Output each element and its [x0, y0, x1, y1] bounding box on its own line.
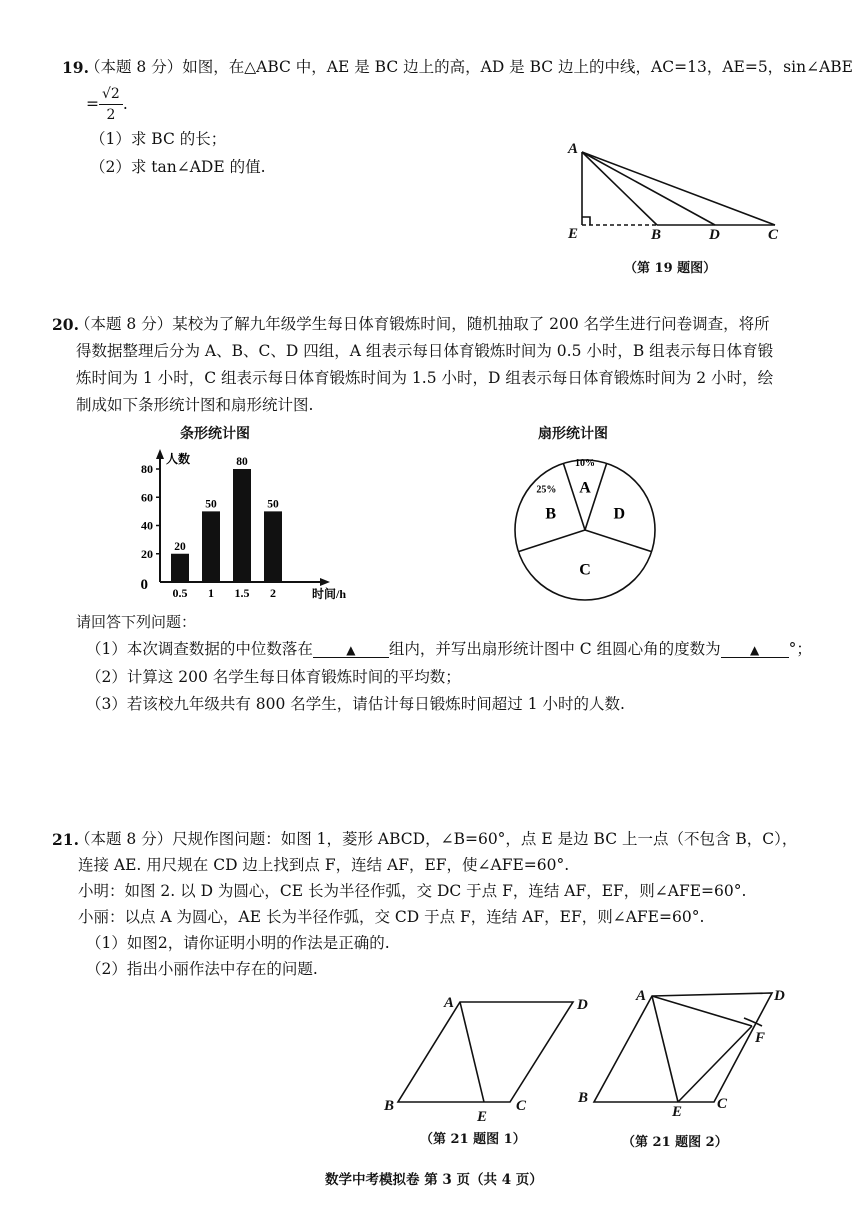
q20-stem-line3: 炼时间为 1 小时，C 组表示每日体育锻炼时间为 1.5 小时，D 组表示每日体育锻炼时间为 2 小时，绘	[76, 369, 774, 387]
pie-slice-edge	[563, 463, 585, 530]
q20-sub1	[86, 642, 812, 658]
x-axis-label: 时间/h	[312, 587, 347, 601]
pie-slice-edge	[585, 463, 607, 530]
q19-stem-line1: （本题 8 分）如图，在△ABC 中，AE 是 BC 边上的高，AD 是 BC 边上的中线，AC=13，AE=5，sin∠ABE	[85, 58, 853, 76]
q19-equals: =	[86, 95, 99, 113]
q19-stem-line2	[86, 84, 128, 124]
bar-chart-title: 条形统计图	[180, 426, 250, 442]
y-tick-label: 60	[141, 490, 153, 505]
label-B: B	[578, 1090, 589, 1106]
q21-sub1: （1）如图2，请你证明小明的作法是正确的.	[86, 934, 390, 952]
label-B: B	[651, 227, 662, 240]
q19-period: .	[122, 95, 128, 113]
q21-stem-line4: 小丽：以点 A 为圆心，AE 长为半径作弧，交 CD 于点 F，连结 AF，EF，则∠AFE=60°.	[78, 908, 705, 926]
q21-figure-2-caption: （第 21 题图 2）	[622, 1135, 728, 1150]
segment-AE	[652, 996, 678, 1102]
right-angle-mark	[582, 217, 590, 225]
q19-sub2: （2）求 tan∠ADE 的值.	[90, 158, 266, 176]
bar-data-label: 80	[236, 456, 248, 468]
q21-stem-line1: （本题 8 分）尺规作图问题：如图 1，菱形 ABCD，∠B=60°，点 E 是边 BC 上一点（不包含 B，C），	[75, 830, 798, 848]
q21-sub2: （2）指出小丽作法中存在的问题.	[86, 960, 318, 978]
q21-stem-line3: 小明：如图 2. 以 D 为圆心，CE 长为半径作弧，交 DC 于点 F，连结 AF，EF，则∠AFE=60°.	[78, 882, 747, 900]
label-D: D	[709, 227, 720, 240]
median-answer-blank: ▲	[313, 644, 389, 658]
segment-AC	[582, 152, 775, 225]
bar	[171, 554, 189, 582]
x-tick-label: 2	[270, 586, 276, 600]
segment-AB	[582, 152, 657, 225]
pie-slice-edge	[518, 530, 585, 552]
segment-EF	[678, 1026, 752, 1102]
y-tick-label: 20	[141, 546, 153, 561]
label-E: E	[568, 226, 579, 240]
x-tick-label: 1.5	[234, 586, 250, 600]
segment-AD	[582, 152, 715, 225]
bar-data-label: 20	[174, 540, 186, 553]
label-E: E	[672, 1104, 683, 1118]
page-footer: 数学中考模拟卷 第 3 页（共 4 页）	[325, 1172, 543, 1188]
y-axis-label: 人数	[166, 452, 191, 466]
y-axis-arrow	[156, 449, 164, 459]
label-C: C	[717, 1096, 728, 1112]
pie-slice-label: D	[613, 505, 626, 523]
pie-slice-label: B	[545, 505, 557, 523]
bar-data-label: 50	[205, 498, 217, 511]
angle-answer-blank: ▲	[721, 644, 789, 658]
q19-figure-caption: （第 19 题图）	[624, 261, 717, 276]
bar	[202, 511, 220, 582]
q21-figure-1-caption: （第 21 题图 1）	[420, 1132, 526, 1147]
x-tick-label: 1	[208, 586, 214, 600]
rhombus-ABCD	[398, 1002, 573, 1102]
q20-prompt: 请回答下列问题：	[76, 613, 197, 631]
pie-slice-percent: 10%	[575, 458, 595, 469]
q19-number: 19.	[62, 58, 89, 77]
q20-sub2: （2）计算这 200 名学生每日体育锻炼时间的平均数；	[86, 668, 461, 686]
q20-stem-line1: （本题 8 分）某校为了解九年级学生每日体育锻炼时间，随机抽取了 200 名学生进行问卷调查，将所	[75, 315, 770, 333]
pie-chart	[510, 455, 660, 605]
bar	[264, 511, 282, 582]
segment-AE	[460, 1002, 484, 1102]
q19-sub1: （1）求 BC 的长；	[90, 130, 227, 148]
label-F: F	[755, 1030, 766, 1046]
bar-data-label: 50	[267, 498, 279, 511]
label-B: B	[384, 1098, 395, 1114]
q20-sub1-part3: °；	[788, 640, 812, 658]
bar-chart	[120, 445, 380, 605]
pie-chart-title: 扇形统计图	[538, 426, 608, 442]
rhombus-ABCD	[594, 993, 772, 1102]
q19-fraction-numerator: √2	[99, 86, 123, 105]
q19-figure	[560, 140, 800, 240]
pie-slice-label: C	[579, 561, 591, 579]
q21-stem-line2: 连接 AE. 用尺规在 CD 边上找到点 F，连结 AF，EF，使∠AFE=60°.	[78, 856, 570, 874]
label-D: D	[577, 997, 588, 1013]
bar	[233, 469, 251, 582]
q20-sub3: （3）若该校九年级共有 800 名学生，请估计每日锻炼时间超过 1 小时的人数.	[86, 695, 625, 713]
label-A: A	[636, 988, 647, 1004]
pie-slice-edge	[585, 530, 652, 552]
segment-AF	[652, 996, 752, 1026]
q20-sub1-part2: 组内，并写出扇形统计图中 C 组圆心角的度数为	[388, 640, 721, 658]
q20-stem-line4: 制成如下条形统计图和扇形统计图.	[76, 396, 314, 414]
q19-fraction	[99, 86, 123, 123]
y-tick-label: 40	[141, 518, 153, 533]
y-tick-label: 80	[141, 462, 153, 476]
q20-sub1-part1: （1）本次调查数据的中位数落在	[86, 640, 313, 658]
label-A: A	[568, 141, 579, 157]
q21-figure-2	[572, 978, 802, 1118]
q19-fraction-denominator: 2	[106, 106, 116, 123]
label-E: E	[477, 1109, 488, 1125]
q20-number: 20.	[52, 315, 79, 334]
label-C: C	[768, 227, 779, 240]
y-tick-label: 0	[140, 577, 148, 593]
label-D: D	[774, 988, 785, 1004]
pie-slice-percent: 25%	[536, 484, 557, 496]
x-axis-arrow	[320, 578, 330, 586]
q21-number: 21.	[52, 830, 79, 849]
x-tick-label: 0.5	[172, 586, 188, 600]
q20-stem-line2: 得数据整理后分为 A、B、C、D 四组，A 组表示每日体育锻炼时间为 0.5 小时，B 组表示每日体育锻	[76, 342, 774, 360]
label-C: C	[516, 1098, 527, 1114]
label-A: A	[444, 995, 455, 1011]
pie-slice-label: A	[579, 479, 591, 497]
